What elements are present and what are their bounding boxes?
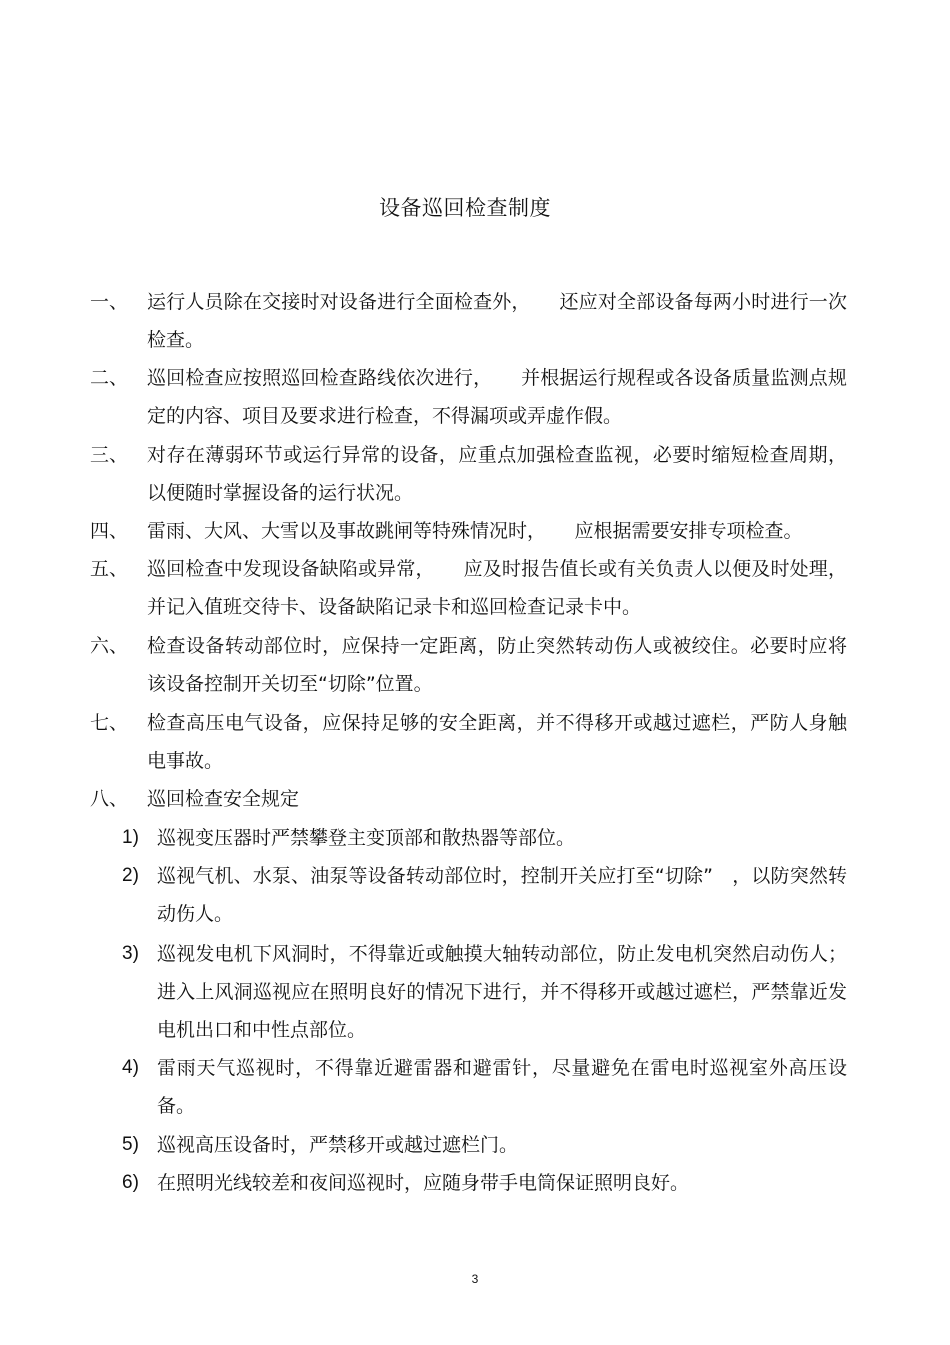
subsection-item	[122, 1049, 862, 1125]
section-item	[90, 704, 870, 780]
section-item	[90, 359, 870, 435]
section-text: 对存在薄弱环节或运行异常的设备，应重点加强检查监视，必要时缩短检查周期，以便随时掌握设备的运行状况。	[147, 444, 847, 504]
section-text: 巡回检查安全规定	[147, 788, 300, 810]
subsection-item	[122, 1126, 862, 1164]
subsection-text: 巡视气机、水泵、油泵等设备转动部位时，控制开关应打至“切除” ，以防突然转动伤人。	[157, 865, 847, 925]
section-number: 二、	[90, 367, 129, 389]
subsection-number: 2)	[122, 865, 139, 886]
subsection-number: 3)	[122, 943, 139, 964]
section-number: 六、	[90, 635, 129, 657]
section-number: 八、	[90, 788, 129, 810]
subsection-text: 巡视高压设备时，严禁移开或越过遮栏门。	[157, 1134, 519, 1156]
document-title: 设备巡回检查制度	[379, 196, 551, 220]
subsection-number: 5)	[122, 1134, 139, 1155]
section-item	[90, 512, 870, 550]
section-text: 运行人员除在交接时对设备进行全面检查外， 还应对全部设备每两小时进行一次检查。	[147, 291, 847, 351]
page-number: 3	[471, 1272, 479, 1286]
section-number: 一、	[90, 291, 129, 313]
section-text: 巡回检查中发现设备缺陷或异常， 应及时报告值长或有关负责人以便及时处理，并记入值班交待卡、设备缺陷记录卡和巡回检查记录卡中。	[147, 558, 847, 618]
subsection-item	[122, 857, 862, 933]
section-number: 五、	[90, 558, 129, 580]
subsection-number: 6)	[122, 1172, 139, 1193]
subsection-text: 雷雨天气巡视时，不得靠近避雷器和避雷针，尽量避免在雷电时巡视室外高压设备。	[157, 1057, 847, 1117]
section-item	[90, 780, 870, 818]
subsection-item	[122, 819, 862, 857]
section-text: 检查设备转动部位时，应保持一定距离，防止突然转动伤人或被绞住。必要时应将该设备控制开关切至“切除”位置。	[147, 635, 847, 695]
section-number: 三、	[90, 444, 129, 466]
section-text: 雷雨、大风、大雪以及事故跳闸等特殊情况时， 应根据需要安排专项检查。	[147, 520, 803, 542]
section-item	[90, 283, 870, 359]
section-item	[90, 436, 870, 512]
section-text: 巡回检查应按照巡回检查路线依次进行， 并根据运行规程或各设备质量监测点规定的内容、项目及要求进行检查，不得漏项或弄虚作假。	[147, 367, 847, 427]
subsection-number: 4)	[122, 1057, 139, 1078]
subsection-item	[122, 1164, 862, 1202]
section-item	[90, 550, 870, 626]
subsection-text: 在照明光线较差和夜间巡视时，应随身带手电筒保证照明良好。	[157, 1172, 690, 1194]
subsection-number: 1)	[122, 827, 139, 848]
subsection-text: 巡视发电机下风洞时，不得靠近或触摸大轴转动部位，防止发电机突然启动伤人；进入上风洞巡视应在照明良好的情况下进行，并不得移开或越过遮栏，严禁靠近发电机出口和中性点部位。	[157, 943, 847, 1041]
section-item	[90, 627, 870, 703]
section-number: 四、	[90, 520, 129, 542]
section-number: 七、	[90, 712, 129, 734]
section-text: 检查高压电气设备，应保持足够的安全距离，并不得移开或越过遮栏，严防人身触电事故。	[147, 712, 847, 772]
subsection-item	[122, 935, 862, 1049]
subsection-text: 巡视变压器时严禁攀登主变顶部和散热器等部位。	[157, 827, 576, 849]
